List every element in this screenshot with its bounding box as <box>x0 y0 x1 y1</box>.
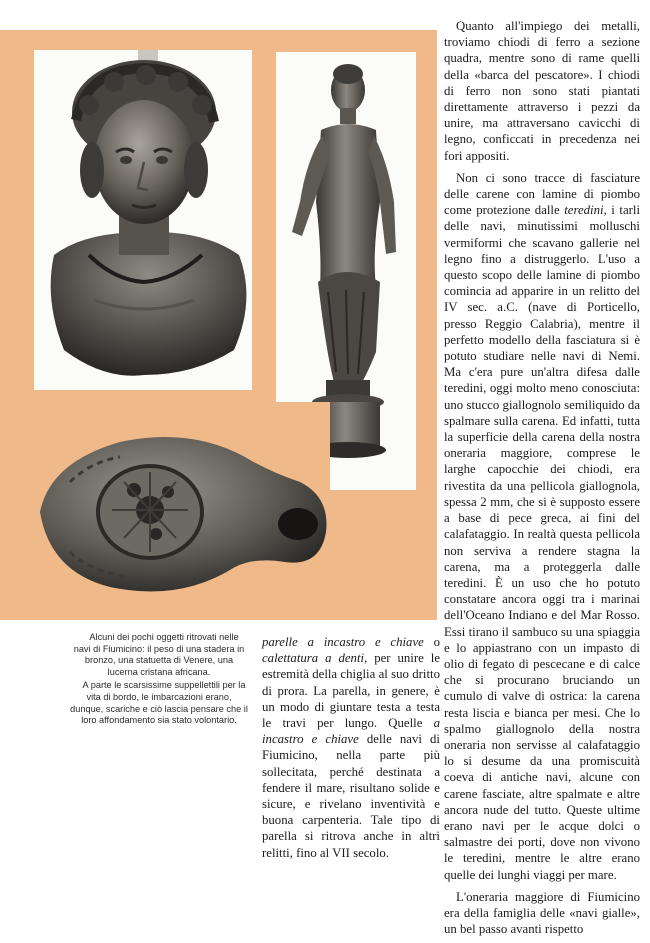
right-text-column <box>444 18 640 943</box>
photo-caption <box>70 632 248 729</box>
right-paragraph-2 <box>444 170 640 883</box>
italic-term-1: parelle a incastro e chiave <box>262 635 424 649</box>
middle-text-column <box>262 634 440 865</box>
lamp-image <box>30 402 330 607</box>
caption-paragraph-1: Alcuni dei pochi oggetti ritrovati nelle navi di Fiumicino: il peso di una stadera in bronzo, una statuetta di Venere, una lucerna cristana africana. <box>73 632 245 677</box>
italic-term-teredini: teredini <box>564 203 604 218</box>
caption-paragraph-2: A parte le scarsissime suppellettili per la vita di bordo, le imbarcazioni erano, dunque, scariche e ciò lascia pensare che il loro affondamento sia stato volontario. <box>70 680 248 726</box>
text-run: Non ci sono tracce di fasciature delle carene con lamine di piombo come protezione dalle <box>444 170 640 218</box>
bust-image <box>34 50 252 390</box>
right-paragraph-3: L'oneraria maggiore di Fiumicino era della famiglia delle «navi gialle», un bel passo avanti rispetto <box>444 889 640 937</box>
middle-paragraph-1 <box>262 634 440 861</box>
text-run: , per unire le estremità della chiglia al suo dritto di prora. La parella, in genere, è un modo di giuntare testa a testa le travi per lungo. Quelle <box>262 651 440 731</box>
right-paragraph-1: Quanto all'impiego dei metalli, troviamo chiodi di ferro a sezione quadra, mentre sono di rame quelli della «barca del pescatore». I chiodi di ferro non sono stati piantati direttamente attraverso i pezzi da unire, ma attraversano cavicchi di legno, conficcati in precedenza nei fori appositi. <box>444 19 640 163</box>
text-run: o <box>423 635 440 649</box>
italic-term-3: a incastro e chiave <box>262 716 440 747</box>
bronze-bust-photo <box>34 50 252 390</box>
text-run: , i tarli delle navi, minutissimi molluschi vermiformi che scavano gallerie nel legno fino a distruggerlo. L'uso a questo scopo delle lamine di piombo comincia ad apparire in un relitto del IV sec. a.C. (nave di Porticello, presso Reggio Calabria), mentre il perfetto modello della fasciatura si è potuto studiare nelle navi di Nemi. Ma c'era pure un'altra difesa dalle teredini, oggi molto meno conosciuta: uno stucco giallognolo semiliquido da spalmare sulla carena. Ed infatti, tutta la superficie della carena della nostra oneraria maggiore, comprese le larghe capocchie dei chiodi, era rivestita da una pellicola giallognola, spessa 2 mm, che si è supposto essere a base di pece greca, ai fini del calafataggio. In realtà questa pellicola non serviva a rendere stagna la carena, ma a proteggerla dalle teredini. È un uso che ho potuto constatare ancora oggi tra i marinai dell'Oceano Indiano e del Mar Rosso. Essi tirano il sambuco su una spiaggia e lo appiastrano con un impasto di olio di fegato di pescecane e di calce che si procurano bruciando un cumulo di valve di ostrica: la carena resta liscia e bianca per mesi. Che lo spalmo giallognolo della nostra oneraria non servisse al calafataggio lo si desume da una promiscuità coeva di antiche navi, alcune con carene fasciate, altre spalmate e altre ancora nude del tutto. Queste ultime erano navi per le acque dolci o salmastre dei porti, dove non vivono le teredini, mentre le altre erano quelle dei lunghi viaggi per mare. <box>444 203 640 882</box>
photo-panel <box>0 30 437 620</box>
text-run: delle navi di Fiumicino, nella parte più sollecitata, perché destinata a fendere il mare, risultano solide e sicure, e rivelano inventività e buona carpenteria. Tale tipo di parella si ritrova anche in altri relitti, fino al VII secolo. <box>262 732 440 860</box>
oil-lamp-photo <box>30 402 330 607</box>
italic-term-2: calettatura a denti <box>262 651 365 666</box>
